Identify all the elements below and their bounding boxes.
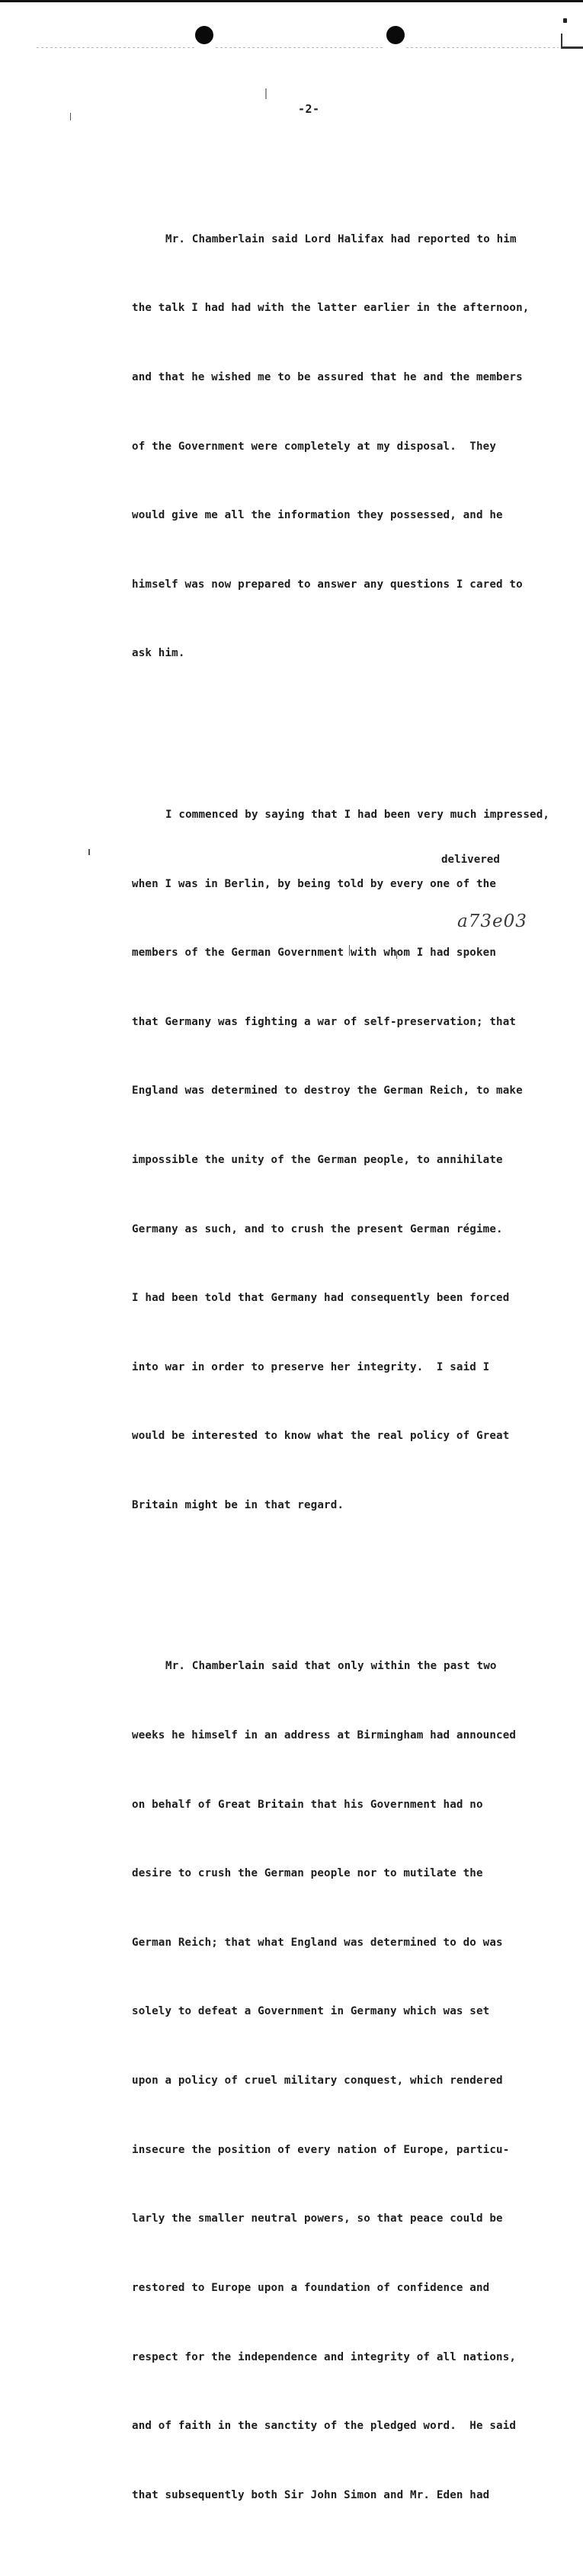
page-top-border: [0, 0, 583, 2]
faint-rule-left: [37, 47, 197, 48]
text-line: when I was in Berlin, by being told by every one of the: [132, 877, 497, 890]
text-line: would give me all the information they possessed, and he: [132, 509, 503, 522]
text-line: Mr. Chamberlain said that only within the past two: [165, 1660, 497, 1673]
text-line: Britain might be in that regard.: [132, 1498, 344, 1511]
text-line: weeks he himself in an address at Birmingham had announced: [132, 1729, 517, 1742]
paragraph-3: [132, 1609, 566, 2552]
text-line: Germany as such, and to crush the present German régime.: [132, 1222, 503, 1235]
text-line: ask him.: [132, 647, 185, 660]
text-line: into war in order to preserve her integrity. I said I: [132, 1360, 490, 1373]
text-line: on behalf of Great Britain that his Government had no: [132, 1798, 483, 1811]
text-line: insecure the position of every nation of Europe, particu-: [132, 2143, 510, 2156]
text-line: would be interested to know what the real policy of Great: [132, 1430, 510, 1443]
text-line: that subsequently both Sir John Simon and Mr. Eden had: [132, 2488, 490, 2501]
letter-body: [132, 136, 566, 2576]
text-line: German Reich; that what England was determined to do was: [132, 1936, 503, 1949]
faint-rule-middle: [216, 47, 385, 48]
text-line: upon a policy of cruel military conquest, which rendered: [132, 2075, 503, 2087]
text-line: respect for the independence and integrity of all nations,: [132, 2350, 517, 2363]
punch-hole-left: [195, 26, 213, 44]
text-line: and that he wished me to be assured that he and the members: [132, 371, 523, 384]
text-line: of the Government were completely at my disposal. They: [132, 440, 497, 453]
text-line: Mr. Chamberlain said Lord Halifax had reported to him: [165, 232, 517, 245]
margin-speck: [265, 88, 267, 99]
text-line: members of the German Government with whom I had spoken: [132, 947, 497, 960]
handwritten-reference-number: a73e03: [457, 912, 527, 931]
text-line: England was determined to destroy the German Reich, to make: [132, 1085, 523, 1097]
text-line: that Germany was fighting a war of self-preservation; that: [132, 1015, 517, 1028]
text-line: solely to defeat a Government in Germany which was set: [132, 2005, 490, 2018]
punch-hole-right: [386, 26, 405, 44]
faint-rule-right: [406, 47, 559, 48]
text-line: I commenced by saying that I had been very much impressed,: [165, 808, 550, 821]
text-line: I had been told that Germany had consequently been forced: [132, 1292, 510, 1305]
text-line: and of faith in the sanctity of the pledged word. He said: [132, 2420, 517, 2433]
text-line: desire to crush the German people nor to mutilate the: [132, 1867, 483, 1880]
margin-speck: [70, 113, 71, 120]
catchword: delivered: [441, 854, 500, 866]
text-line: larly the smaller neutral powers, so that peace could be: [132, 2212, 503, 2225]
page-number: -2-: [298, 102, 320, 116]
text-line: impossible the unity of the German people, to annihilate: [132, 1153, 503, 1166]
corner-staple-mark: [563, 18, 567, 23]
paragraph-2: [132, 757, 566, 1562]
corner-clip-mark: [561, 34, 583, 49]
paragraph-1: [132, 181, 566, 711]
text-line: restored to Europe upon a foundation of confidence and: [132, 2281, 490, 2294]
margin-speck: [88, 849, 90, 855]
text-line: the talk I had had with the latter earlier in the afternoon,: [132, 302, 530, 315]
text-line: himself was now prepared to answer any questions I cared to: [132, 578, 523, 591]
